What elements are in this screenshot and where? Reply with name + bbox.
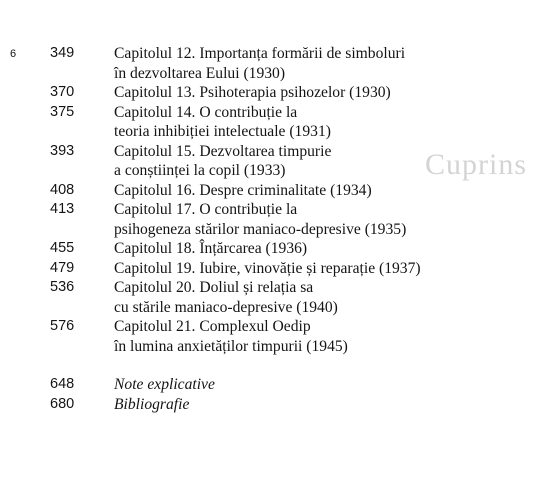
toc-title-line: în dezvoltarea Eului (1930) <box>114 64 286 82</box>
toc-page-number: 648 <box>50 376 75 392</box>
toc-entry-chapter-14[interactable] <box>50 103 530 142</box>
toc-entry-chapter-18[interactable] <box>50 239 530 259</box>
toc-title-line: teoria inhibiției intelectuale (1931) <box>114 123 331 140</box>
toc-entry-chapter-21[interactable] <box>50 317 530 356</box>
toc-page-number: 375 <box>50 103 75 120</box>
toc-title-line: Capitolul 20. Doliul și relația sa <box>114 279 314 296</box>
toc-page-number: 413 <box>50 201 75 217</box>
toc-page-number: 680 <box>50 395 75 412</box>
table-of-contents <box>50 44 530 414</box>
toc-page-number: 576 <box>50 318 75 334</box>
toc-page-number: 370 <box>50 84 75 100</box>
toc-title-line: Capitolul 18. Înțărcarea (1936) <box>114 240 308 257</box>
toc-title-line: Capitolul 16. Despre criminalitate (1934) <box>114 181 372 199</box>
toc-page-number: 479 <box>50 259 75 276</box>
bleed-through-heading: Cuprins <box>424 148 527 181</box>
toc-entry-chapter-16[interactable] <box>50 181 530 201</box>
toc-title-line: cu stările maniaco-depresive (1940) <box>114 298 338 316</box>
toc-title-line: Capitolul 12. Importanța formării de simboluri <box>114 45 406 62</box>
toc-entry-chapter-17[interactable] <box>50 200 530 239</box>
toc-title-line: Capitolul 19. Iubire, vinovăție și reparație (1937) <box>114 259 421 277</box>
toc-title-line: Capitolul 14. O contribuție la <box>114 103 298 121</box>
toc-page-number: 536 <box>50 279 75 295</box>
toc-page-number: 455 <box>50 240 75 256</box>
page-number: 6 <box>10 48 17 60</box>
toc-entry-notes[interactable] <box>50 375 530 395</box>
toc-title-line: psihogeneza stărilor maniaco-depresive (1935) <box>114 220 407 238</box>
toc-title-line: în lumina anxietăților timpurii (1945) <box>114 337 348 355</box>
toc-entry-chapter-12[interactable] <box>50 44 530 83</box>
toc-title-line: a conștiinței la copil (1933) <box>114 162 286 179</box>
toc-entry-bibliography[interactable] <box>50 395 530 415</box>
toc-title-line: Capitolul 21. Complexul Oedip <box>114 318 311 335</box>
toc-page-number: 408 <box>50 181 75 198</box>
toc-title-line: Capitolul 15. Dezvoltarea timpurie <box>114 142 332 160</box>
toc-title-line: Capitolul 13. Psihoterapia psihozelor (1930) <box>114 84 391 101</box>
toc-entry-chapter-20[interactable] <box>50 278 530 317</box>
toc-entry-chapter-19[interactable] <box>50 259 530 279</box>
toc-page-number: 349 <box>50 45 75 61</box>
toc-title-line: Capitolul 17. O contribuție la <box>114 201 298 218</box>
toc-title-line: Note explicative <box>114 376 215 393</box>
toc-page-number: 393 <box>50 142 75 159</box>
toc-entry-chapter-13[interactable] <box>50 83 530 103</box>
toc-entry-chapter-15[interactable] <box>50 142 530 181</box>
toc-title-line: Bibliografie <box>114 395 190 413</box>
